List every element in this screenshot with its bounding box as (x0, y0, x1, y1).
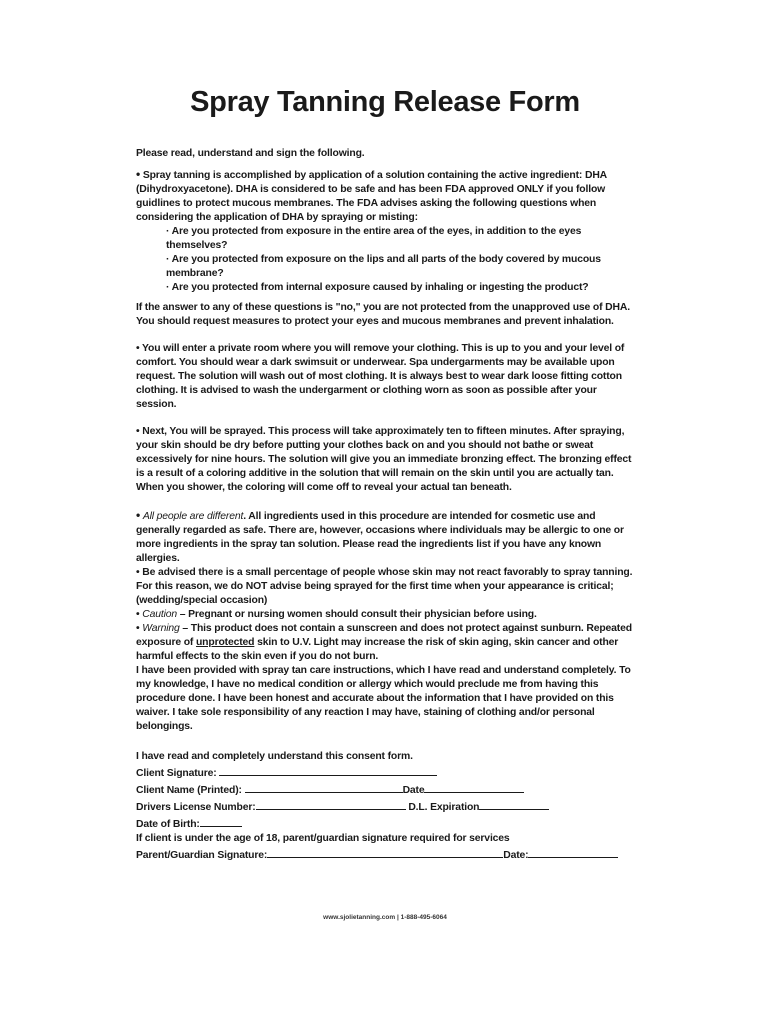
warning-underlined: unprotected (195, 637, 255, 648)
dl-expiration-label: D.L. Expiration (408, 802, 480, 813)
bullet-icon: • (136, 609, 143, 620)
bullet-icon: • (136, 508, 141, 522)
dl-expiration-field[interactable] (479, 798, 549, 810)
warning-text-1: – This product does not contain a sunscreen and does not protect against sunburn. Repeated exposure of (136, 623, 632, 648)
client-name-field[interactable] (245, 781, 403, 793)
guardian-date-field[interactable] (528, 846, 618, 858)
bullet-icon: • (136, 623, 143, 634)
license-label: Drivers License Number: (136, 802, 256, 813)
dob-row (136, 815, 636, 832)
caution-text: – Pregnant or nursing women should consult their physician before using. (177, 609, 537, 620)
minor-note: If client is under the age of 18, parent/guardian signature required for services (136, 833, 510, 844)
footer-contact: www.sjolietanning.com | 1-888-495-6064 (323, 914, 447, 921)
license-field[interactable] (256, 798, 406, 810)
dha-question-3: · Are you protected from internal exposure caused by inhaling or ingesting the product? (166, 282, 589, 293)
dob-label: Date of Birth: (136, 819, 200, 830)
client-signature-label: Client Signature: (136, 768, 217, 779)
client-signature-field[interactable] (219, 764, 437, 776)
bullet-icon: • (136, 167, 141, 181)
license-row (136, 798, 636, 815)
dha-paragraph (136, 167, 636, 225)
guardian-date-label: Date: (503, 850, 529, 861)
caution-lead: Caution (142, 609, 177, 620)
spray-paragraph: • Next, You will be sprayed. This process will take approximately ten to fifteen minutes. After spraying, your skin should be dry before putting your clothes back on and you should not bathe or sweat excessively for nine hours. The solution will give you an immediate bronzing effect. The bronzing effect is a result of a coloring additive in the solution that will remain on the skin until you are actually tan. When you shower, the coloring will come off to reveal your actual tan beneath. (136, 426, 632, 493)
warning-paragraph (136, 622, 636, 664)
client-name-label: Client Name (Printed): (136, 785, 242, 796)
guardian-row (136, 846, 636, 863)
dha-text: Spray tanning is accomplished by application of a solution containing the active ingredient: DHA (Dihydroxyacetone). DHA is considered to be safe and has been FDA approved ONLY if you follow guidlines to protect mucous membranes. The FDA advises asking the following questions when considering the application of DHA by spraying or misting: (136, 170, 607, 223)
guardian-signature-field[interactable] (267, 846, 503, 858)
warning-text-2: skin to U.V. Light may increase the risk of skin aging, skin cancer and other harmful effects to the skin even if you do not burn. (136, 637, 619, 662)
dha-question-1: · Are you protected from exposure in the entire area of the eyes, in addition to the eyes themselves? (166, 226, 582, 251)
dha-question-2: · Are you protected from exposure on the lips and all parts of the body covered by mucous membrane? (166, 254, 601, 279)
people-paragraph (136, 508, 636, 566)
client-signature-row (136, 764, 636, 781)
form-body (136, 147, 636, 863)
page-title: Spray Tanning Release Form (190, 86, 580, 118)
caution-paragraph (136, 608, 636, 622)
acknowledgement-paragraph: I have been provided with spray tan care instructions, which I have read and understand completely. To my knowledge, I have no medical condition or allergy which would preclude me from having this procedure done. I have been honest and accurate about the information that I have provided on this waiver. I take sole responsibility of any reaction I may have, staining of clothing and/or personal belongings. (136, 665, 631, 732)
consent-statement: I have read and completely understand this consent form. (136, 751, 413, 762)
client-name-row (136, 781, 636, 798)
people-text: . All ingredients used in this procedure are intended for cosmetic use and generally regarded as safe. There are, however, occasions where individuals may be allergic to one or more ingredients in the spray tan solution. Please read the ingredients list if you have any known allergies. (136, 511, 624, 564)
room-paragraph: • You will enter a private room where you will remove your clothing. This is up to you and your level of comfort. You should wear a dark swimsuit or underwear. Spa undergarments may be available upon request. The solution will wash out of most clothing. It is always best to wear dark loose fitting cotton clothing. It is advised to wash the undergarment or clothing worn as soon as possible after your session. (136, 343, 625, 410)
intro-text: Please read, understand and sign the following. (136, 148, 365, 159)
advised-paragraph: • Be advised there is a small percentage of people whose skin may not react favorably to spray tanning. For this reason, we do NOT advise being sprayed for the first time when your appearance is critical; (wedding/special occasion) (136, 567, 633, 606)
guardian-signature-label: Parent/Guardian Signature: (136, 850, 268, 861)
dob-field[interactable] (200, 815, 242, 827)
people-lead: All people are different (142, 511, 244, 522)
date-label: Date (402, 785, 425, 796)
dha-note: If the answer to any of these questions is "no," you are not protected from the unapproved use of DHA. You should request measures to protect your eyes and mucous membranes and prevent inhalation. (136, 302, 630, 327)
date-field[interactable] (424, 781, 524, 793)
warning-lead: Warning (142, 623, 180, 634)
